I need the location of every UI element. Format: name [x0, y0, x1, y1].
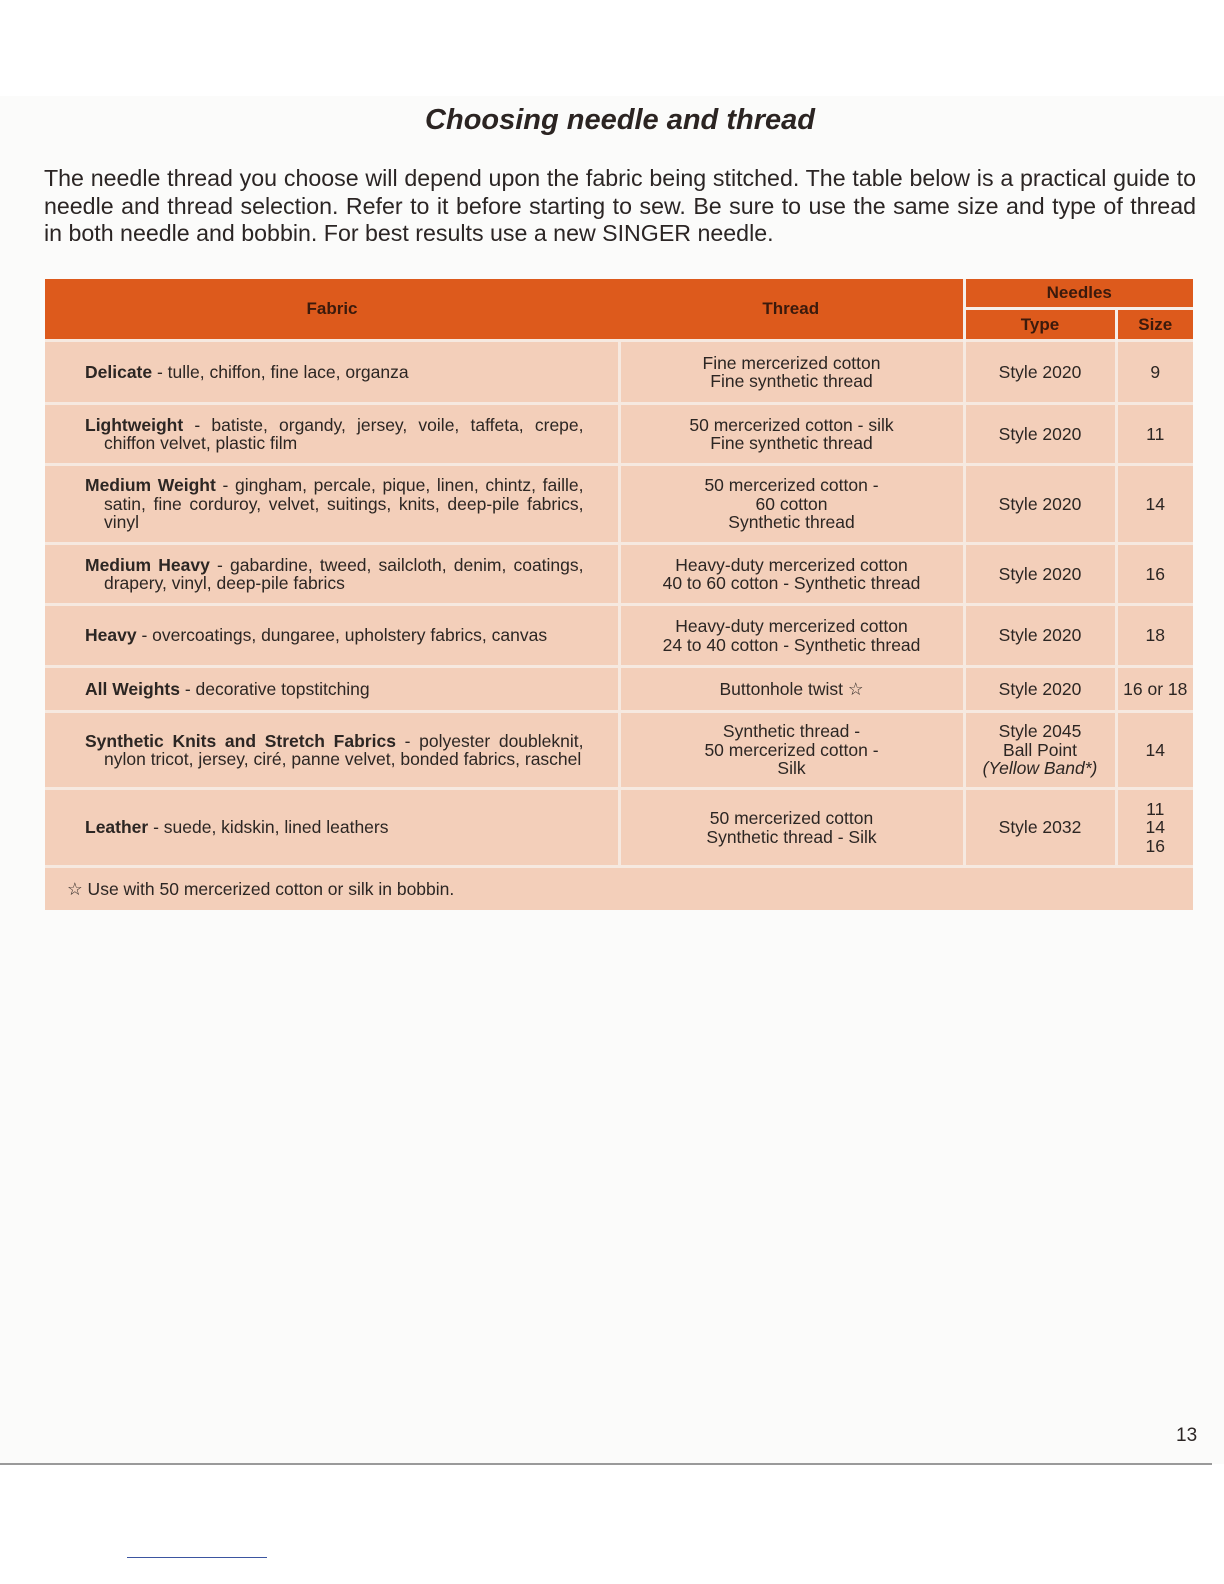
page-number: 13	[1176, 1425, 1198, 1446]
needle-type-cell	[964, 712, 1116, 789]
thread-cell-line: 50 mercerized cotton - silk	[689, 414, 894, 435]
fabric-cell	[45, 605, 619, 667]
needle-thread-table	[45, 279, 1193, 910]
fabric-description: - overcoatings, dungaree, upholstery fabrics, canvas	[136, 625, 548, 646]
thread-cell	[619, 544, 964, 605]
fabric-cell	[45, 465, 619, 544]
thread-cell-line: 50 mercerized cotton	[709, 808, 874, 828]
table-row	[45, 404, 1193, 465]
needle-type-cell	[964, 544, 1116, 605]
thread-cell-line: Heavy-duty mercerized cotton	[675, 616, 908, 636]
needle-size-cell-line: 14	[1145, 817, 1165, 838]
thread-cell-line: 24 to 40 cotton - Synthetic thread	[662, 634, 921, 655]
header-needles: Needles	[964, 279, 1193, 309]
header-size: Size	[1116, 309, 1193, 341]
needle-type-cell-line: Style 2020	[998, 678, 1082, 699]
fabric-name: All Weights	[85, 678, 180, 699]
needle-type-cell	[964, 789, 1116, 867]
table-row	[45, 605, 1193, 667]
thread-cell-line: Fine mercerized cotton	[702, 352, 881, 373]
needle-type-cell-line: Ball Point	[1003, 739, 1077, 760]
thread-cell	[619, 341, 964, 404]
fabric-name: Delicate	[85, 361, 153, 382]
thread-cell-line: Heavy-duty mercerized cotton	[675, 554, 908, 575]
thread-cell	[619, 404, 964, 465]
needle-size-cell	[1116, 667, 1193, 712]
thread-cell-line: Synthetic thread -	[722, 721, 861, 742]
thread-cell	[619, 712, 964, 789]
fabric-cell	[45, 667, 619, 712]
bottom-rule	[0, 1463, 1212, 1465]
thread-cell-line: Synthetic thread - Silk	[706, 826, 877, 847]
needle-size-cell-line: 11	[1146, 423, 1165, 444]
thread-cell-line: Buttonhole twist ☆	[719, 678, 864, 699]
fabric-name: Lightweight	[85, 414, 184, 435]
table-row	[45, 465, 1193, 544]
needle-type-cell-line: Style 2020	[998, 493, 1082, 514]
thread-cell	[619, 465, 964, 544]
header-fabric: Fabric	[45, 279, 619, 341]
fabric-name: Medium Weight	[85, 475, 216, 496]
fabric-cell	[45, 341, 619, 404]
fabric-name: Medium Heavy	[85, 554, 210, 575]
needle-type-cell	[964, 605, 1116, 667]
table-row	[45, 712, 1193, 789]
thread-cell-line: 50 mercerized cotton -	[704, 739, 879, 760]
thread-cell-line: Silk	[777, 758, 806, 779]
needle-type-cell	[964, 341, 1116, 404]
thread-cell	[619, 667, 964, 712]
needle-size-cell	[1116, 712, 1193, 789]
footnote: ☆ Use with 50 mercerized cotton or silk in bobbin.	[45, 867, 1193, 911]
needle-size-cell	[1116, 341, 1193, 404]
fabric-cell	[45, 404, 619, 465]
fabric-description: - decorative topstitching	[179, 678, 370, 699]
table-row	[45, 341, 1193, 404]
fabric-cell	[45, 789, 619, 867]
needle-size-cell-line: 18	[1145, 625, 1165, 646]
table-row	[45, 789, 1193, 867]
fabric-cell	[45, 544, 619, 605]
needle-size-cell	[1116, 465, 1193, 544]
needle-type-cell-line: Style 2032	[998, 817, 1082, 838]
needle-size-cell-line: 16	[1145, 563, 1165, 584]
needle-type-cell	[964, 404, 1116, 465]
fabric-name: Synthetic Knits and Stretch Fabrics	[85, 730, 396, 751]
header-thread: Thread	[619, 279, 964, 341]
thread-cell	[619, 789, 964, 867]
thread-cell-line: Fine synthetic thread	[710, 433, 873, 453]
intro-paragraph: The needle thread you choose will depend upon the fabric being stitched. The table below is a practical guide to needle and thread selection. Refer to it before starting to sew. Be sure to use the same size and type of thread in both needle and bobbin. For best results use a new SINGER needle.	[44, 165, 1196, 246]
needle-size-cell-line: 14	[1145, 739, 1165, 760]
needle-size-cell	[1116, 789, 1193, 867]
needle-size-cell	[1116, 605, 1193, 667]
needle-type-cell-line: (Yellow Band*)	[982, 758, 1098, 779]
fabric-description: - suede, kidskin, lined leathers	[148, 817, 389, 838]
fabric-description: - polyester doubleknit, nylon tricot, jersey, ciré, panne velvet, bonded fabrics, raschel	[104, 730, 584, 769]
needle-size-cell-line: 14	[1145, 493, 1165, 514]
table-row	[45, 544, 1193, 605]
needle-size-cell-line: 16	[1145, 835, 1165, 856]
table-row	[45, 667, 1193, 712]
needle-type-cell-line: Style 2020	[998, 361, 1082, 382]
thread-cell-line: 50 mercerized cotton -	[704, 475, 879, 496]
needle-size-cell-line: 11	[1146, 798, 1165, 819]
needle-type-cell	[964, 667, 1116, 712]
page-title: Choosing needle and thread	[425, 104, 815, 136]
needle-type-cell-line: Style 2020	[998, 625, 1082, 646]
fabric-name: Heavy	[85, 625, 137, 646]
fabric-name: Leather	[85, 817, 149, 838]
header-type: Type	[964, 309, 1116, 341]
needle-size-cell-line: 16 or 18	[1123, 678, 1188, 699]
underline-mark	[127, 1557, 267, 1558]
needle-type-cell-line: Style 2045	[998, 721, 1082, 742]
needle-type-cell-line: Style 2020	[998, 423, 1082, 444]
fabric-description: - gabardine, tweed, sailcloth, denim, coatings, drapery, vinyl, deep-pile fabrics	[104, 554, 584, 593]
needle-type-cell	[964, 465, 1116, 544]
needle-size-cell	[1116, 544, 1193, 605]
thread-cell-line: Fine synthetic thread	[710, 371, 873, 391]
fabric-description: - tulle, chiffon, fine lace, organza	[152, 361, 409, 382]
thread-cell-line: Synthetic thread	[728, 512, 855, 533]
needle-type-cell-line: Style 2020	[998, 563, 1082, 584]
thread-cell	[619, 605, 964, 667]
thread-cell-line: 40 to 60 cotton - Synthetic thread	[662, 573, 921, 593]
needle-size-cell	[1116, 404, 1193, 465]
fabric-description: - gingham, percale, pique, linen, chintz, faille, satin, fine corduroy, velvet, suitings, knits, deep-pile fabrics, vinyl	[104, 475, 584, 533]
thread-cell-line: 60 cotton	[755, 493, 828, 514]
fabric-description: - batiste, organdy, jersey, voile, taffeta, crepe, chiffon velvet, plastic film	[104, 414, 584, 453]
needle-size-cell-line: 9	[1150, 361, 1161, 382]
fabric-cell	[45, 712, 619, 789]
